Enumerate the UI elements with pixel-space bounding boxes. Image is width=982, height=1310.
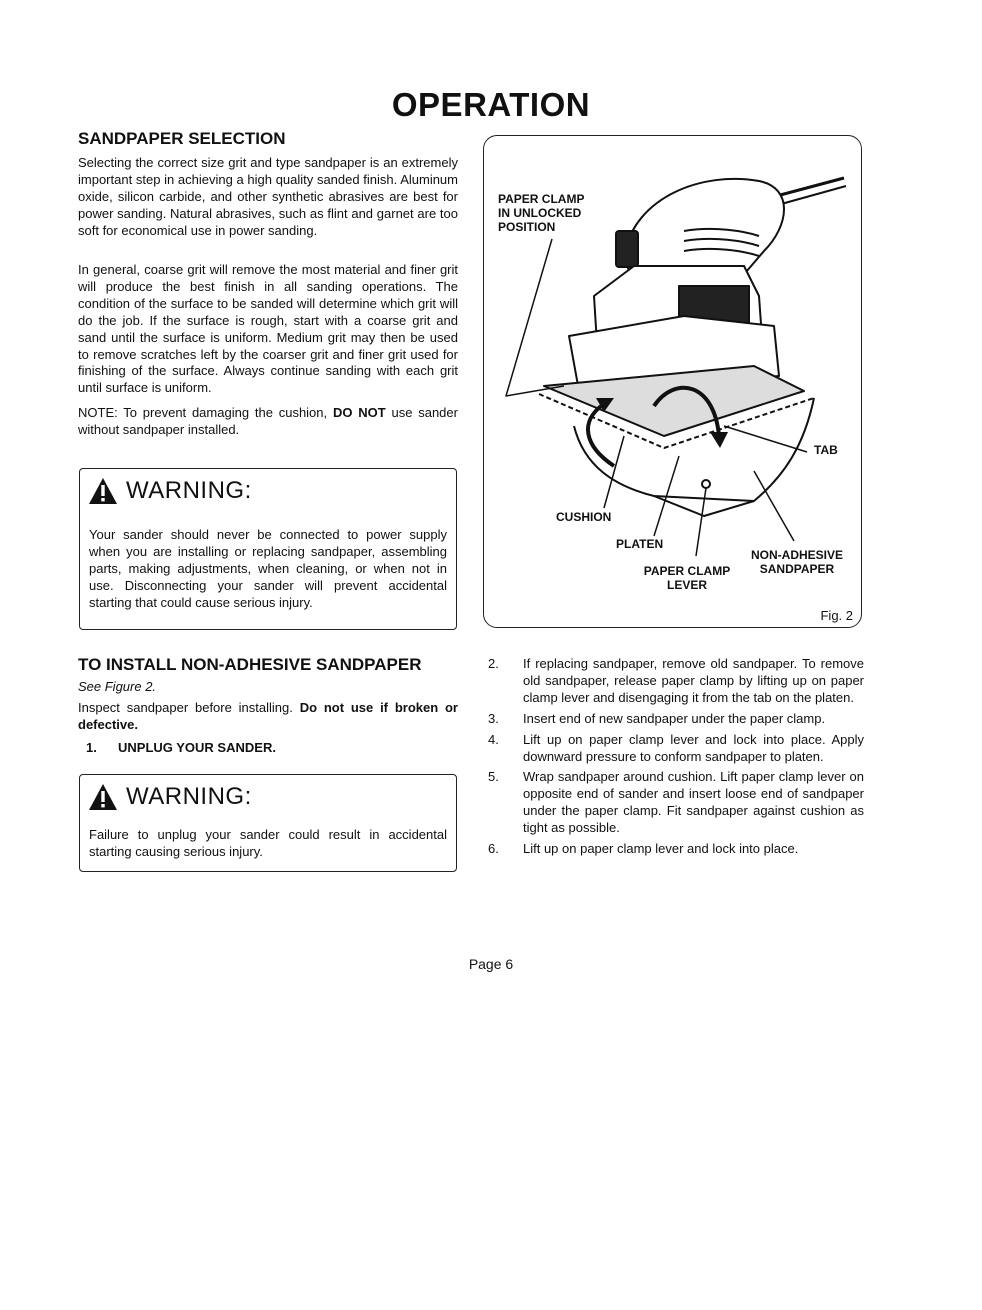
- leader-tab: [724, 426, 807, 452]
- note-do-not: DO NOT: [332, 405, 386, 420]
- callout-paper-clamp-lever: PAPER CLAMP LEVER: [643, 564, 731, 592]
- inspect-instruction: [78, 700, 458, 734]
- list-item: [488, 732, 864, 766]
- list-item: [488, 711, 864, 728]
- see-figure-ref: See Figure 2.: [78, 679, 157, 694]
- warning-header: [88, 477, 252, 505]
- page-title: OPERATION: [391, 86, 591, 123]
- callout-paper-clamp: PAPER CLAMP IN UNLOCKED POSITION: [498, 192, 585, 234]
- callout-tab: TAB: [814, 443, 838, 457]
- power-cord-edge: [774, 186, 846, 206]
- warning-triangle-icon: [88, 477, 118, 505]
- step-number: 5.: [488, 769, 499, 785]
- step-text: Lift up on paper clamp lever and lock into place. Apply downward pressure to conform sandpaper to platen.: [523, 731, 864, 764]
- step-number: 3.: [488, 710, 499, 726]
- callout-platen: PLATEN: [616, 537, 664, 551]
- inspect-bold-text: Do not use if broken or defective.: [78, 700, 458, 732]
- install-heading: TO INSTALL NON-ADHESIVE SANDPAPER: [78, 655, 422, 674]
- step-text: If replacing sandpaper, remove old sandpaper. To remove old sandpaper, release paper clamp by lifting up on paper clamp lever and disengaging it from the tab on the platen.: [523, 656, 864, 705]
- callout-cushion: CUSHION: [556, 510, 612, 524]
- step-number: 1.: [86, 740, 97, 755]
- install-steps: [488, 656, 864, 862]
- step-number: 4.: [488, 731, 499, 747]
- step-number: 6.: [488, 841, 499, 857]
- note-text-c: use sander without sandpaper installed.: [78, 405, 458, 437]
- step-text: Insert end of new sandpaper under the paper clamp.: [523, 710, 826, 726]
- sandpaper-selection-heading: SANDPAPER SELECTION: [78, 129, 286, 148]
- warning-text: Your sander should never be connected to power supply when you are installing or replacing sandpaper, assembling parts, making adjustments, when cleaning, or when not in use. Disconnecting your sander will prevent accidental starting that could cause serious injury.: [89, 527, 447, 610]
- warning-title: WARNING:: [126, 477, 252, 504]
- cushion-note: [78, 405, 458, 439]
- step-text: Wrap sandpaper around cushion. Lift paper clamp lever on opposite end of sander and insert loose end of sandpaper under the paper clamp. Fit sandpaper against cushion as tight as possible.: [523, 769, 864, 836]
- list-item: [488, 656, 864, 707]
- sandpaper-selection-para-1: Selecting the correct size grit and type sandpaper is an extremely important step in achieving a high quality sanded finish. Aluminum oxide, silicon carbide, and other synthetic abrasives are best for power sanding. Natural abrasives, such as flint and garnet are too soft for economical use in power sanding.: [78, 155, 458, 238]
- leader-cushion: [604, 436, 624, 508]
- note-text-a: NOTE: To prevent damaging the cushion,: [78, 405, 328, 420]
- switch: [616, 231, 638, 267]
- warning-title: WARNING:: [126, 783, 252, 810]
- list-item: [488, 769, 864, 837]
- leader-paper-clamp: [506, 239, 564, 396]
- arrowhead-right: [710, 432, 728, 448]
- warning-header: [88, 783, 252, 811]
- step-number: 2.: [488, 656, 499, 671]
- callout-non-adhesive-sandpaper: NON-ADHESIVE SANDPAPER: [750, 548, 843, 576]
- inspect-text: Inspect sandpaper before installing.: [78, 700, 293, 715]
- clamp-lever: [702, 480, 710, 488]
- warning-text: Failure to unplug your sander could result in accidental starting causing serious injury.: [89, 827, 447, 859]
- page-number: Page 6: [468, 956, 514, 972]
- figure-2: [483, 135, 862, 628]
- warning-box-power: [79, 468, 457, 630]
- list-item: [488, 841, 864, 858]
- sandpaper-selection-para-2: In general, coarse grit will remove the most material and finer grit will produce the best finish in all sanding operations. The condition of the surface to be sanded will determine which grit will do the job. If the surface is rough, start with a coarse grit and sand until the surface is uniform. Medium grit may then be used to remove scratches left by the coarser grit and finer grit used for finishing of the surface. Always continue sanding with each grit until surface is uniform.: [78, 262, 458, 396]
- step-1: [86, 740, 466, 757]
- warning-triangle-icon: [88, 783, 118, 811]
- figure-label: Fig. 2: [820, 608, 853, 623]
- step-text: Lift up on paper clamp lever and lock into place.: [523, 841, 799, 857]
- warning-box-unplug: [79, 774, 457, 872]
- step-text: UNPLUG YOUR SANDER.: [118, 740, 276, 755]
